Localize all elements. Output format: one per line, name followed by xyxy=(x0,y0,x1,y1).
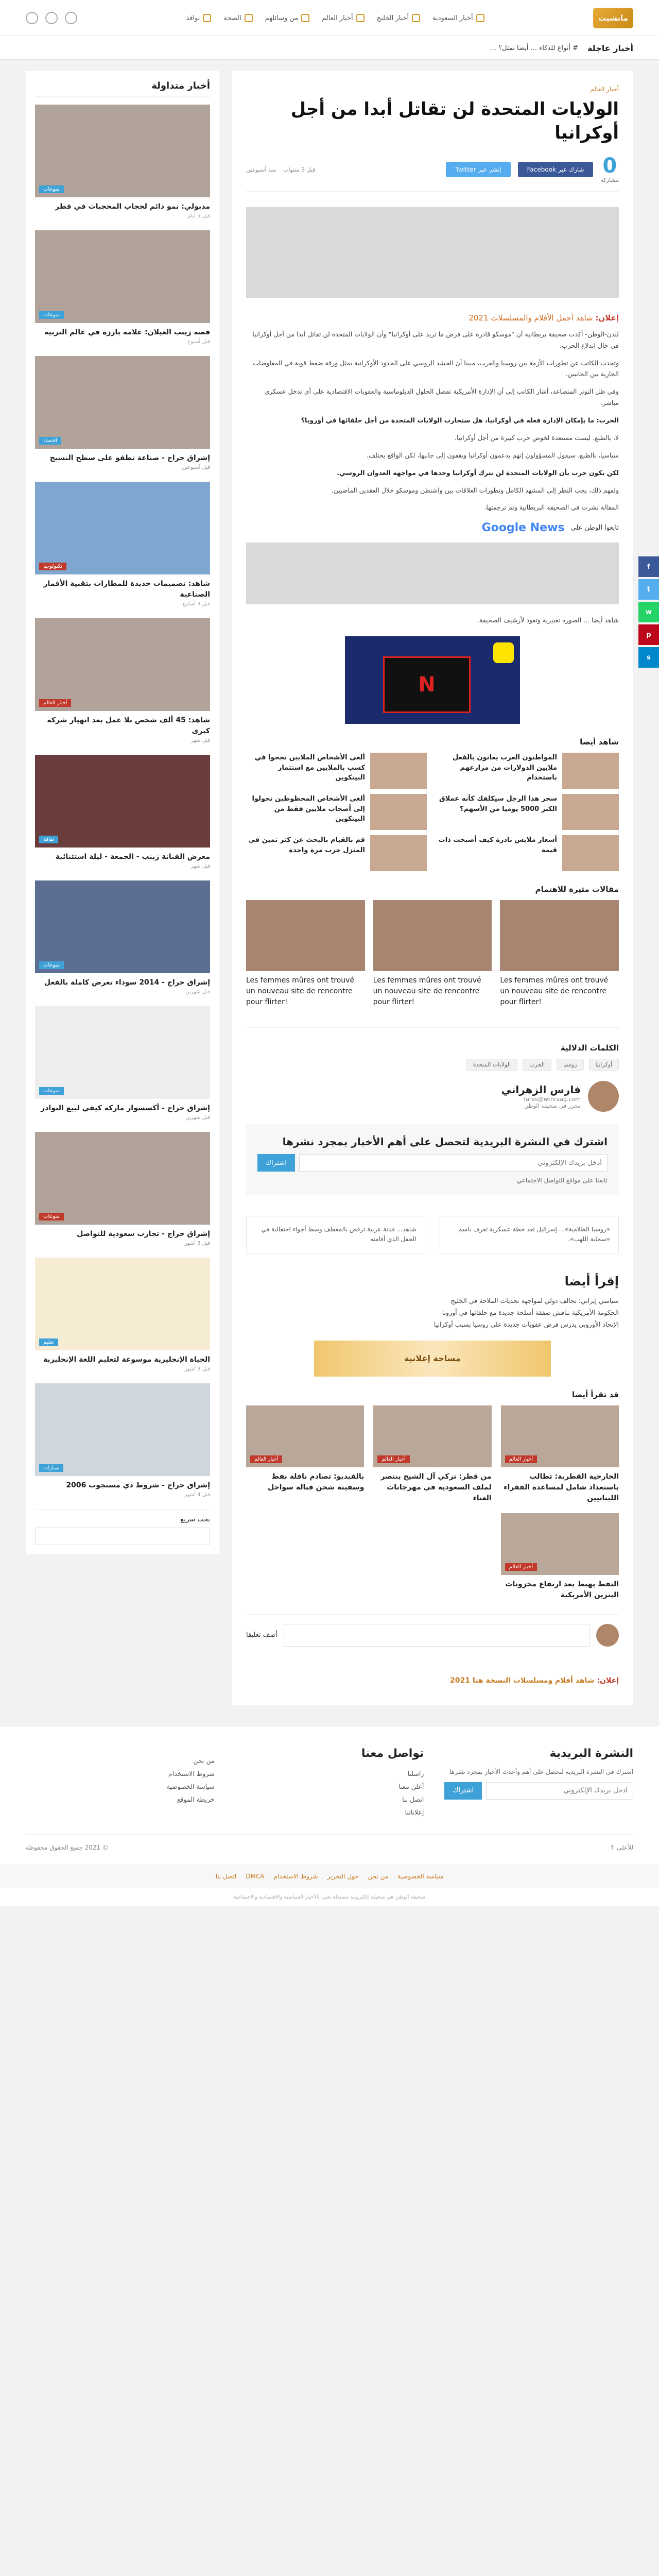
article-paragraph: وفي ظل التوتر المتصاعد، أشار الكاتب إلى أن الإدارة الأمريكية تفضل الحلول الدبلوماسية والعقوبات الاقتصادية على أي تدخل عسكري مباشر. xyxy=(264,387,619,407)
nav-item[interactable]: من وسائلهم xyxy=(265,14,310,22)
avatar xyxy=(596,1624,619,1647)
newsletter-email-input[interactable] xyxy=(299,1154,608,1172)
article-meta xyxy=(246,156,619,192)
related-item[interactable]: المواطنون العرب يعانون بالفعل ملايين الدولارات من مزارعهم باستخدام xyxy=(438,753,619,789)
read-also-item[interactable]: الإتحاد الأوروبي يدرس فرض عقوبات جديدة على روسيا بسبب أوكرانيا xyxy=(433,1320,619,1328)
ticker-label: أخبار عاجلة xyxy=(587,43,633,53)
footer-email-input[interactable] xyxy=(486,1782,633,1800)
related-item[interactable]: أسعار ملابس نادرة كيف أصبحت ذات قيمة xyxy=(438,835,619,871)
interest-card[interactable]: Les femmes mûres ont trouvé un nouveau site de rencontre pour flirter! xyxy=(246,900,365,1012)
main-nav xyxy=(186,14,484,22)
menu-icon xyxy=(301,14,309,22)
divider xyxy=(246,1027,619,1028)
read-also-item[interactable]: الحكومة الأمريكية تناقش صفقة أسلحة جديدة مع حلفائها في أوروبا xyxy=(442,1308,619,1316)
readalso-item[interactable]: أخبار العالم النفط يهبط بعد ارتفاع مخزونات البنزين الأمريكية xyxy=(501,1513,619,1601)
lead-ad[interactable]: إعلان: شاهد أجمل الأفلام والمسلسلات 2021 xyxy=(469,313,619,323)
comment-input[interactable] xyxy=(284,1624,590,1647)
post-navigation xyxy=(246,1216,619,1253)
prev-post-link[interactable]: «روسيا الظلامية»... إسرائيل تعد خطة عسكرية تعرف باسم «سحابة اللهب». xyxy=(440,1216,619,1253)
newsletter-title: اشترك في النشرة البريدية لتحصل على أهم الأخبار بمجرد نشرها xyxy=(282,1136,608,1148)
hero-image xyxy=(246,207,619,298)
footer-link[interactable]: اتصل بنا xyxy=(402,1795,424,1803)
interest-card[interactable]: Les femmes mûres ont trouvé un nouveau site de rencontre pour flirter! xyxy=(373,900,492,1012)
thumbnail: أخبار العالم xyxy=(501,1405,619,1467)
tag[interactable]: أوكرانيا xyxy=(589,1059,619,1071)
bottom-ad[interactable]: إعلان: شاهد أفلام ومسلسلات النسخة هنا 2021 xyxy=(450,1676,619,1685)
interest-title: مقالات مثيرة للاهتمام xyxy=(535,885,619,894)
footer-link[interactable]: شروط الاستخدام xyxy=(168,1769,215,1777)
author-email[interactable]: fares@wtnraag.com xyxy=(524,1096,581,1103)
readalso-title: قد تقرأ أيضا xyxy=(571,1389,619,1399)
comment-form xyxy=(246,1614,619,1656)
tag[interactable]: الحرب xyxy=(523,1059,551,1071)
thumbnail xyxy=(370,794,427,830)
quick-search-input[interactable] xyxy=(35,1528,210,1545)
tag[interactable]: الولايات المتحدة xyxy=(466,1059,517,1071)
social-share-rail xyxy=(638,556,659,668)
footer-link[interactable]: خريطة الموقع xyxy=(177,1795,215,1803)
menu-icon xyxy=(476,14,484,22)
article-title: الولايات المتحدة لن تقاتل أبدا من أجل أوكرانيا xyxy=(290,99,619,143)
footer-menu-link[interactable]: سياسة الخصوصية xyxy=(397,1872,444,1880)
breadcrumb[interactable]: أخبار العالم xyxy=(590,86,619,93)
footer-links xyxy=(26,1747,215,1819)
related-item[interactable]: سحر هذا الرجل سيكلفك كأنه عملاق الكنز 5000 يوميا من الأسهم؟ xyxy=(438,794,619,830)
dark-mode-icon[interactable] xyxy=(26,12,38,24)
article-paragraph: المقالة نشرت في الصحيفة البريطانية وتم ترجمتها. xyxy=(484,503,619,512)
whatsapp-icon[interactable]: w xyxy=(638,602,659,622)
card-image xyxy=(373,900,492,971)
copyright: © 2021 جميع الحقوق محفوظة xyxy=(26,1843,109,1851)
nav-item[interactable]: أخبار العالم xyxy=(322,14,364,22)
tag-list xyxy=(246,1059,619,1071)
quick-search-label: بحث سريع xyxy=(35,1509,210,1523)
article-dates xyxy=(246,166,316,173)
thumbnail xyxy=(562,753,619,789)
readalso-grid xyxy=(246,1405,619,1601)
sidebar-header xyxy=(35,80,210,97)
follow-label: تابعنا على مواقع التواصل الاجتماعي xyxy=(516,1177,608,1184)
readalso-item[interactable]: أخبار العالم من قطر: تركي آل الشيخ ينتصر لملف السعودية في مهرجانات الغناء xyxy=(373,1405,491,1504)
breaking-ticker xyxy=(0,36,659,60)
thumbnail: أخبار العالم xyxy=(246,1405,364,1467)
facebook-icon[interactable]: f xyxy=(638,556,659,577)
back-to-top[interactable]: للأعلى ↑ xyxy=(610,1843,633,1851)
footer xyxy=(0,1726,659,1865)
date-updated: منذ أسبوعين xyxy=(246,166,276,173)
related-item[interactable]: قم بالقيام بالبحث عن كنز ثمين في المنزل جرب مرة واحدة xyxy=(246,835,427,871)
image-caption: شاهد أيضا ... الصورة تعبيرية وتعود لأرشيف الصحيفة. xyxy=(477,616,619,624)
comment-label: أضف تعليقا xyxy=(246,1631,278,1639)
author-box xyxy=(246,1081,619,1112)
menu-icon xyxy=(356,14,365,22)
embedded-image xyxy=(246,543,619,604)
netflix-logo: N xyxy=(383,656,471,713)
footer-subscribe-button[interactable]: اشتراك xyxy=(444,1782,482,1800)
sidebar-post[interactable]: منوعات إشراق حراج - تجارب سعودية للتواصل قبل 3 أشهر xyxy=(35,1132,210,1246)
share-count: 0 مشاركة xyxy=(600,154,619,183)
article-paragraph: ولفهم ذلك، يجب النظر إلى المشهد الكامل وتطورات العلاقات بين واشنطن وموسكو خلال العقدين الماضيين. xyxy=(331,486,619,494)
footer-menu-link[interactable]: اتصل بنا xyxy=(215,1872,237,1880)
read-also xyxy=(246,1274,619,1330)
tags-label: الكلمات الدلالية xyxy=(560,1043,619,1053)
top-header xyxy=(0,0,659,36)
sidebar-post[interactable]: منوعات إشراق حراج - 2014 سوداء تعرض كاملة بالفعل قبل شهرين xyxy=(35,880,210,995)
related-title: شاهد أيضا xyxy=(580,737,619,747)
thumbnail xyxy=(370,835,427,871)
author-name[interactable]: فارس الزهراني xyxy=(501,1083,581,1096)
menu-icon xyxy=(245,14,253,22)
sidebar-post[interactable]: منوعات إشراق حراج - أكسسوار ماركة كيفي لبيع النوادر قبل شهرين xyxy=(35,1006,210,1121)
ad-banner[interactable]: مساحة إعلانية xyxy=(314,1341,551,1377)
sidebar-post[interactable]: أخبار العالم شاهد: 45 ألف شخص بلا عمل بعد انهيار شركة كبرى قبل شهر xyxy=(35,618,210,743)
pinterest-icon[interactable]: p xyxy=(638,624,659,645)
snapchat-icon xyxy=(493,642,514,663)
sidebar-post[interactable]: سيارات إشراق حراج - شروط دي مستجوب 2006 قبل 4 أشهر xyxy=(35,1383,210,1498)
article-paragraph: لا، بالطبع. ليست مستعدة لخوض حرب كبيرة من أجل أوكرانيا. xyxy=(455,433,619,442)
credits: صحيفة الوطن هي صحيفة إلكترونية مستقلة تعنى بالأخبار السياسية والاقتصادية والاجتماعية xyxy=(0,1888,659,1906)
sidebar-title: أخبار متداولة xyxy=(151,80,210,91)
footer-newsletter: النشرة البريدية اشترك في النشرة البريدية لتحصل على أهم وأحدث الأخبار بمجرد نشرها أدخل بريدك الإلكتروني اشتراك xyxy=(444,1747,633,1819)
sidebar-post[interactable]: منوعات مدبولي: نمو دائم لحجاب المحجبات في قطر قبل 5 أيام xyxy=(35,105,210,219)
newsletter-subscribe-button[interactable]: اشتراك xyxy=(257,1154,295,1172)
interest-cards xyxy=(246,900,619,1012)
share-icon[interactable]: s xyxy=(638,647,659,668)
google-news-logo: Google News xyxy=(481,521,565,535)
nav-item[interactable]: نوافذ xyxy=(186,14,211,22)
thumbnail: أخبار العالم xyxy=(501,1513,619,1575)
interest-card[interactable]: Les femmes mûres ont trouvé un nouveau site de rencontre pour flirter! xyxy=(500,900,619,1012)
footer-link[interactable]: من نحن xyxy=(193,1756,215,1765)
article-paragraph-bold: الحرب: ما بإمكان الإدارة فعله في أوكرانيا، هل ستحارب الولايات المتحدة من أجل حلفائها في أوروبا؟ xyxy=(301,416,619,425)
article-paragraph: وتحدث الكاتب عن تطورات الأزمة بين روسيا والغرب، مبينا أن الحشد الروسي على الحدود الأوكرانية يمثل ورقة ضغط قوية في المفاوضات الجارية بين الجانبين. xyxy=(253,359,619,378)
footer-menu-link[interactable]: من نحن xyxy=(368,1872,389,1880)
nav-item[interactable]: أخبار الخليج xyxy=(377,14,421,22)
nav-item[interactable]: الصحة xyxy=(223,14,252,22)
read-also-title: إقرأ أيضا xyxy=(564,1274,619,1289)
header-tools xyxy=(26,12,77,24)
twitter-icon[interactable]: t xyxy=(638,579,659,600)
user-icon[interactable] xyxy=(45,12,58,24)
article-paragraph: لندن-الوطن- أكدت صحيفة بريطانية أن "موسكو قادرة على فرض ما تريد على أوكرانيا" وأن الولايات المتحدة لن تقاتل أبدا من أجل أوكرانيا في حال اندلاع الحرب. xyxy=(252,330,619,349)
related-item[interactable]: ألغى الأشخاص الملايين نجحوا في كسب بالملايين مع استثمار البيتكوين xyxy=(246,753,427,789)
footer-link[interactable]: إعلاناتنا xyxy=(405,1808,424,1816)
card-image xyxy=(246,900,365,971)
sidebar-post[interactable]: ثقافة معرض الفنانة زينب - الجمعة - ليلة استثنائية قبل شهر xyxy=(35,755,210,869)
thumbnail xyxy=(562,794,619,830)
article xyxy=(232,71,633,1705)
article-paragraph-bold: لكن يكون حرب بأن الولايات المتحدة لن تترك أوكرانيا وحدها في مواجهة العدوان الروسي. xyxy=(337,468,619,477)
avatar[interactable] xyxy=(588,1081,619,1112)
author-bio: محرر في صحيفة الوطن xyxy=(524,1103,581,1110)
site-logo[interactable]: مانشيت xyxy=(593,8,633,28)
footer-menu-link[interactable]: DMCA xyxy=(246,1872,265,1880)
date-published: قبل 3 سنوات xyxy=(283,166,316,173)
sidebar-post[interactable]: منوعات قصة زينب الغيلان: علامة بارزة في عالم التربية قبل أسبوع xyxy=(35,230,210,345)
sidebar-post[interactable]: تكنولوجيا شاهد: تصميمات جديدة للمطارات بتقنية الأقمار الصناعية قبل 3 أسابيع xyxy=(35,482,210,607)
readalso-item[interactable]: أخبار العالم بالفيديو: تصادم ناقلة نفط وسفينة شحن قبالة سواحل xyxy=(246,1405,364,1504)
thumbnail xyxy=(562,835,619,871)
article-paragraph: سياسيا، بالطبع، سيقول المسؤولون إنهم يدعمون أوكرانيا ويقفون إلى جانبها، لكن الواقع يختلف. xyxy=(367,451,619,459)
next-post-link[interactable]: شاهد... فنانة عربية ترقص بالمعطف وسط أجواء احتفالية في الحفل الذي أقامته xyxy=(246,1216,425,1253)
card-image xyxy=(500,900,619,971)
menu-icon xyxy=(203,14,211,22)
sidebar-post[interactable]: اقتصاد إشراق حراج - صناعة تطفو على سطح النسيج قبل أسبوعين xyxy=(35,356,210,470)
footer-menu-link[interactable]: شروط الاستخدام xyxy=(273,1872,318,1880)
facebook-share-button[interactable]: شارك عبر Facebook xyxy=(518,162,594,177)
footer-menu xyxy=(0,1865,659,1888)
sidebar-post[interactable]: تعليم الحياة الإنجليزية موسوعة لتعليم اللغة الإنجليزية قبل 3 أشهر xyxy=(35,1258,210,1372)
sidebar xyxy=(26,71,219,1554)
thumbnail: أخبار العالم xyxy=(373,1405,491,1467)
related-item[interactable]: ألغى الأشخاص المحظوظين تحولوا إلى أصحاب ملايين فقط من البيتكوين xyxy=(246,794,427,830)
google-news-follow[interactable]: تابعوا الوطن على Google News xyxy=(481,521,619,535)
footer-link[interactable]: راسلنا xyxy=(407,1769,424,1777)
nav-item[interactable]: أخبار السعودية xyxy=(432,14,484,22)
footer-link[interactable]: سياسة الخصوصية xyxy=(166,1782,215,1790)
footer-menu-link[interactable]: حول التحرير xyxy=(327,1872,359,1880)
ticker-text[interactable]: # أنواع للذكاء ... أيضا نمثل؟ ... xyxy=(490,44,578,52)
related-grid xyxy=(246,753,619,871)
twitter-share-button[interactable]: إنشر عبر Twitter xyxy=(446,162,510,177)
promo-banner[interactable] xyxy=(246,636,619,724)
read-also-item[interactable]: سياسي إيراني: تحالف دولي لمواجهة تحديات الملاحة في الخليج xyxy=(450,1296,619,1304)
menu-icon xyxy=(412,14,420,22)
readalso-item[interactable]: أخبار العالم الخارجية القطرية: تطالب باستعداد شامل لمساعدة الفقراء اللبنانيين xyxy=(501,1405,619,1504)
footer-link[interactable]: أعلن معنا xyxy=(398,1782,424,1790)
search-icon[interactable] xyxy=(65,12,77,24)
tag[interactable]: روسيا xyxy=(557,1059,584,1071)
thumbnail xyxy=(370,753,427,789)
newsletter-box xyxy=(246,1124,619,1195)
footer-contact: تواصل معنا راسلنا أعلن معنا اتصل بنا إعلاناتنا xyxy=(235,1747,424,1819)
